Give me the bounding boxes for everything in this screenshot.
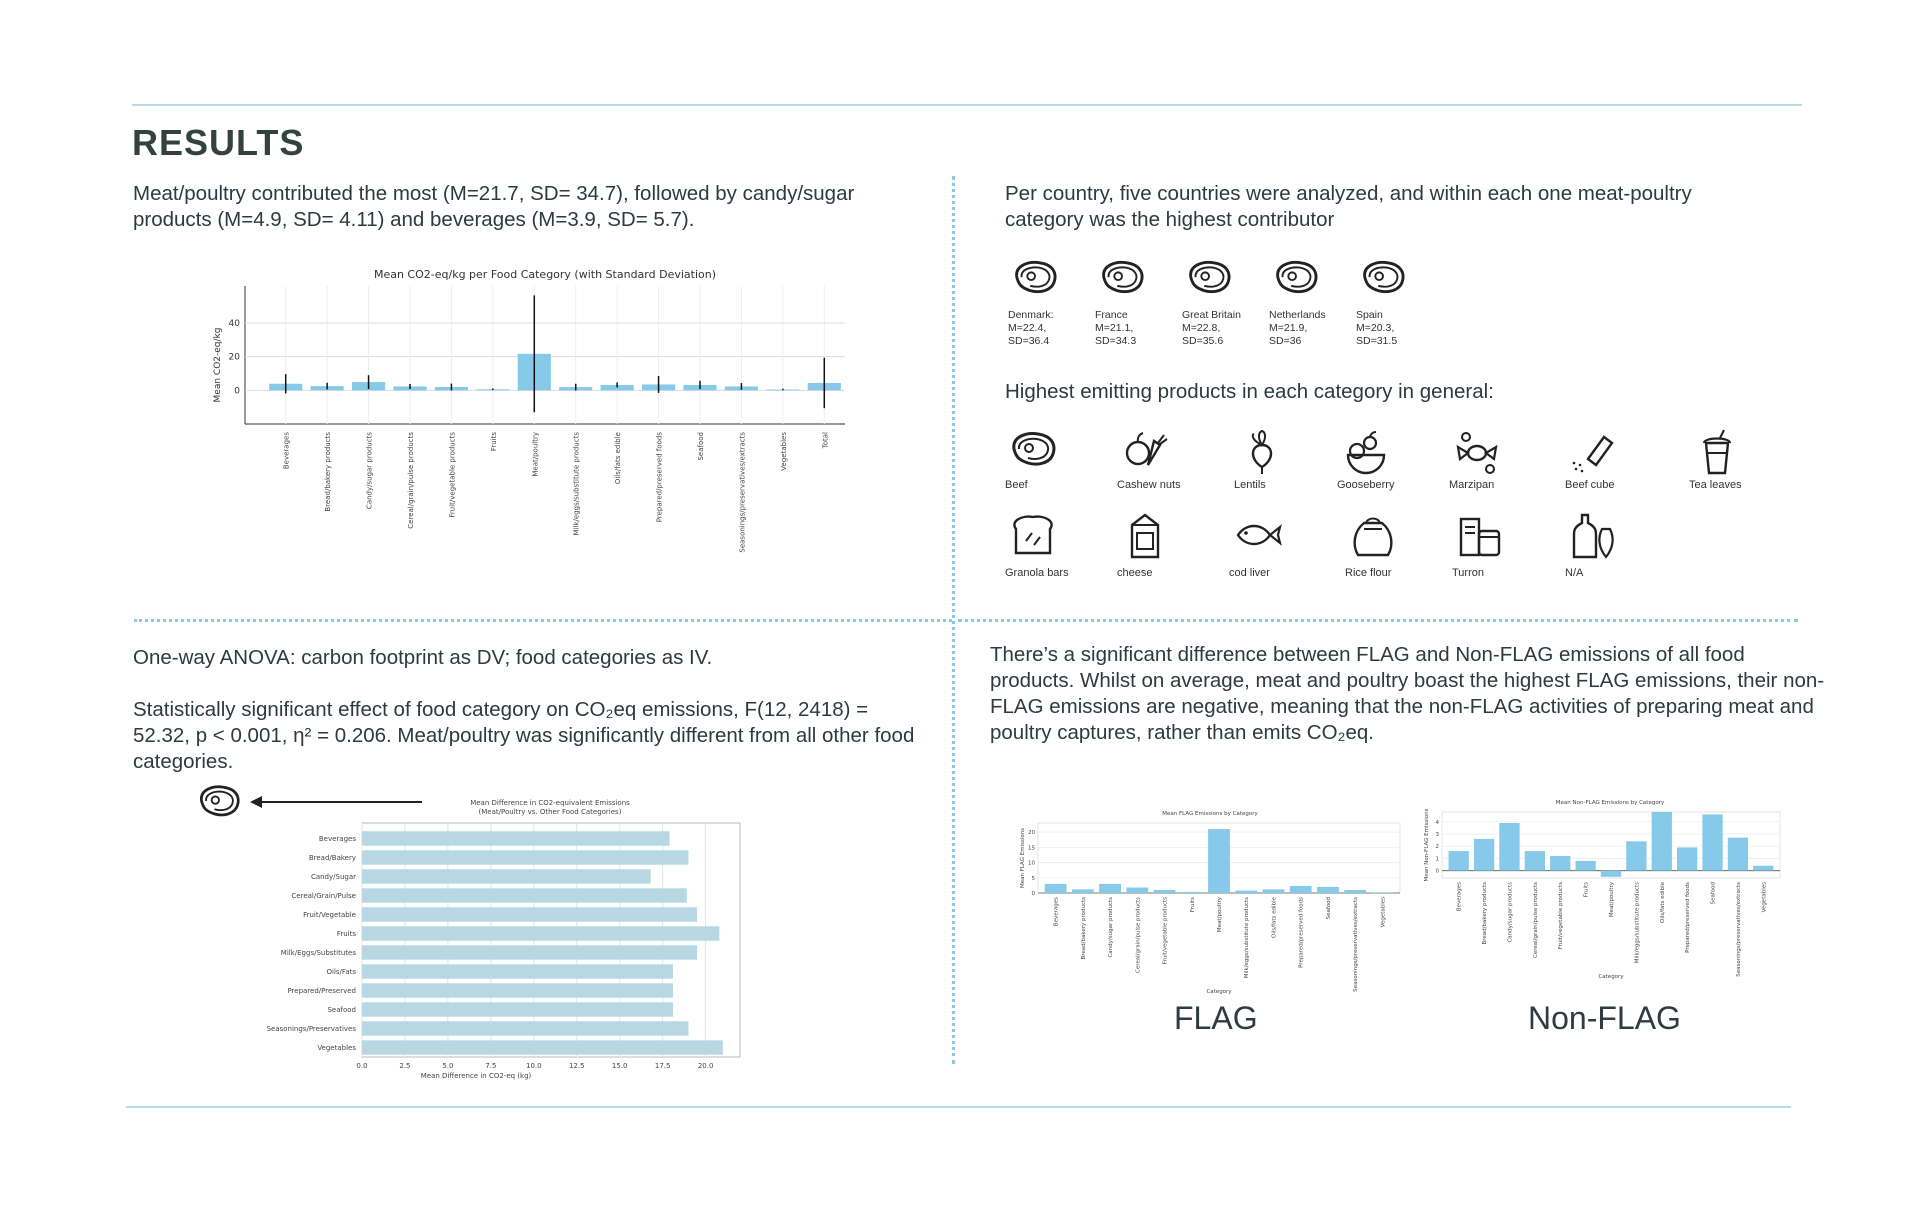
candy-icon — [1452, 428, 1502, 478]
x-tick-label: Seasonings/preservatives/extracts — [1735, 882, 1742, 977]
x-tick-label: Beverages — [1053, 897, 1060, 927]
x-tick-label: Vegetables — [1761, 882, 1768, 913]
y-tick-label: 2 — [1435, 844, 1439, 851]
chart-title: Mean CO2-eq/kg per Food Category (with Standard Deviation) — [373, 268, 717, 281]
fruits-icon — [1340, 428, 1390, 478]
fruit-vegetable-icon — [1120, 428, 1170, 478]
country-label: Denmark: M=22.4, SD=36.4 — [1008, 309, 1054, 347]
bottom-rule — [126, 1106, 1791, 1108]
product-label: N/A — [1565, 567, 1584, 579]
x-tick-label: Vegetables — [1380, 897, 1387, 928]
y-tick-label: 40 — [228, 319, 240, 330]
y-tick-label: Vegetables — [317, 1044, 356, 1052]
x-axis-label: Category — [1206, 989, 1232, 995]
beet-icon — [1237, 428, 1287, 478]
flour-sack-icon — [1348, 510, 1398, 560]
x-tick-label: Candy/sugar products — [1507, 882, 1514, 943]
x-tick-label: Seasonings/preservatives/extracts — [1353, 897, 1360, 992]
y-tick-label: Seasonings/Preservatives — [266, 1025, 356, 1033]
product-label: Beef cube — [1565, 479, 1615, 491]
vertical-divider — [952, 176, 955, 1064]
bar — [362, 907, 697, 921]
nonflag-label: Non-FLAG — [1528, 1000, 1681, 1036]
x-tick-label: Cereal/grain/pulse products — [1135, 897, 1142, 974]
x-axis-label: Category — [1598, 974, 1624, 980]
x-tick-label: Prepared/preserved foods — [1685, 882, 1692, 953]
y-tick-label: 0 — [234, 386, 240, 397]
country-label: France M=21.1, SD=34.3 — [1095, 309, 1137, 347]
product-label: cheese — [1117, 567, 1153, 579]
product-label: Marzipan — [1449, 479, 1495, 491]
y-tick-label: Bread/Bakery — [308, 854, 356, 862]
y-tick-label: 20 — [228, 352, 240, 363]
x-tick-label: Seafood — [1325, 897, 1332, 920]
x-tick-label: Cereal/grain/pulse products — [1532, 882, 1539, 959]
y-tick-label: 20 — [1028, 830, 1035, 837]
country-label: Netherlands M=21.9, SD=36 — [1269, 309, 1326, 347]
y-axis-label: Mean FLAG Emissions — [1020, 827, 1026, 889]
x-axis-label: Mean Difference in CO2-eq (kg) — [420, 1072, 532, 1080]
x-tick-label: Oils/fats edible — [614, 432, 623, 485]
product-label: Turron — [1452, 567, 1484, 579]
y-tick-label: Beverages — [318, 835, 356, 843]
x-tick-label: 10.0 — [526, 1062, 542, 1070]
bar — [362, 888, 687, 902]
x-tick-label: 12.5 — [568, 1062, 585, 1070]
steak-icon — [1095, 258, 1149, 304]
chart-title: Mean FLAG Emissions by Category — [1162, 811, 1258, 817]
x-tick-label: Fruits — [1189, 897, 1196, 913]
y-tick-label: 3 — [1435, 832, 1439, 838]
product-label: Tea leaves — [1689, 479, 1742, 491]
product-label: Cashew nuts — [1117, 479, 1181, 491]
product-label: Granola bars — [1005, 567, 1069, 579]
bar — [1317, 887, 1339, 893]
product-label: Beef — [1005, 479, 1028, 491]
x-tick-label: Vegetables — [779, 432, 788, 471]
steak-icon — [1182, 258, 1236, 304]
chart-subtitle: (Meat/Poultry vs. Other Food Categories) — [478, 808, 622, 816]
bar — [1045, 884, 1067, 893]
x-tick-label: Oils/fats edible — [1271, 897, 1278, 938]
x-tick-label: Fruit/vegetable products — [1162, 897, 1169, 965]
bar — [1499, 823, 1519, 871]
meat-steak-icon-bottom — [196, 782, 242, 820]
bar — [1474, 839, 1494, 871]
x-tick-label: Oils/fats edible — [1659, 882, 1666, 923]
bar — [362, 1021, 688, 1035]
bar — [362, 926, 719, 940]
x-tick-label: Prepared/preserved foods — [655, 431, 664, 523]
y-tick-label: 0 — [1435, 868, 1439, 875]
x-tick-label: Meat/poultry — [531, 432, 540, 477]
bar — [362, 869, 651, 883]
bar — [362, 1002, 673, 1016]
x-tick-label: Meat/poultry — [1217, 897, 1223, 933]
bar — [1072, 889, 1094, 893]
bar — [362, 850, 688, 864]
y-tick-label: Cereal/Grain/Pulse — [291, 892, 356, 900]
y-tick-label: Fruit/Vegetable — [303, 911, 356, 919]
middle-divider-right — [958, 619, 1798, 622]
meat-summary-text: Meat/poultry contributed the most (M=21.7, SD= 34.7), followed by candy/sugar products (M=4.9, SD= 4.11) and beverages (M=3.9, SD= 5.7). — [133, 182, 855, 231]
product-label: Lentils — [1234, 479, 1266, 491]
bar — [1550, 856, 1570, 871]
bar — [1154, 890, 1176, 893]
bar — [1290, 886, 1312, 893]
y-tick-label: 15 — [1028, 845, 1035, 852]
x-tick-label: Seasonings/preservatives/extracts — [738, 432, 747, 553]
bar — [1753, 866, 1773, 871]
anova-result-text: Statistically significant effect of food category on CO₂eq emissions, F(12, 2418) = 52.32, p < 0.001, η² = 0.206. Meat/poultry was significantly different from all other food categories. — [133, 698, 915, 773]
x-tick-label: Fruits — [1583, 882, 1590, 898]
bar — [362, 831, 670, 845]
x-tick-label: 0.0 — [356, 1062, 368, 1070]
anova-design-text: One-way ANOVA: carbon footprint as DV; food categories as IV. — [133, 646, 713, 669]
bar — [362, 1040, 723, 1054]
x-tick-label: Beverages — [1456, 882, 1463, 912]
y-axis-label: Mean Non-FLAG Emissions — [1424, 808, 1430, 882]
country-label: Spain M=20.3, SD=31.5 — [1356, 309, 1398, 347]
x-tick-label: 17.5 — [654, 1062, 671, 1070]
bar — [1344, 890, 1366, 893]
y-tick-label: Oils/Fats — [326, 968, 356, 976]
bar — [1626, 841, 1646, 870]
y-tick-label: Prepared/Preserved — [287, 987, 356, 995]
bread-icon — [1008, 510, 1058, 560]
steak-icon — [1269, 258, 1323, 304]
y-axis-label: Mean CO2-eq/kg — [213, 327, 223, 403]
bar — [1371, 892, 1393, 893]
y-tick-label: 10 — [1028, 860, 1035, 867]
x-tick-label: Seafood — [697, 432, 705, 461]
x-tick-label: 15.0 — [611, 1062, 628, 1070]
y-tick-label: 5 — [1031, 875, 1035, 882]
product-label: Gooseberry — [1337, 479, 1395, 491]
y-tick-label: Seafood — [327, 1006, 356, 1014]
steak-icon — [1008, 258, 1062, 304]
x-tick-label: Bread/bakery products — [1482, 882, 1489, 945]
x-tick-label: Candy/sugar products — [1108, 897, 1115, 958]
bar — [362, 945, 697, 959]
x-tick-label: Prepared/preserved foods — [1298, 897, 1305, 968]
steak-icon — [1008, 428, 1058, 478]
chart-title: Mean Difference in CO2-equivalent Emissions — [470, 799, 630, 807]
x-tick-label: 7.5 — [485, 1062, 497, 1070]
bar — [1208, 829, 1230, 893]
country-label: Great Britain M=22.8, SD=35.6 — [1182, 309, 1241, 347]
y-tick-label: Candy/Sugar — [310, 873, 356, 881]
y-tick-label: 4 — [1435, 819, 1439, 826]
x-tick-label: Fruits — [489, 432, 498, 452]
mean-co2-chart — [205, 266, 855, 586]
milk-carton-icon — [1120, 510, 1170, 560]
bar — [362, 964, 673, 978]
y-tick-label: Milk/Eggs/Substitutes — [280, 949, 356, 957]
bar — [1652, 812, 1672, 871]
bar — [1728, 838, 1748, 871]
flag-label: FLAG — [1174, 1000, 1258, 1036]
x-tick-label: 20.0 — [697, 1062, 714, 1070]
salt-shaker-icon — [1568, 428, 1618, 478]
preserved-food-icon — [1455, 510, 1505, 560]
flag-chart — [1010, 805, 1410, 995]
x-tick-label: Bread/bakery products — [1080, 897, 1087, 960]
fish-icon — [1232, 510, 1282, 560]
y-tick-label: 1 — [1435, 856, 1439, 863]
x-tick-label: Fruit/vegetable products — [448, 432, 457, 518]
y-tick-label: Fruits — [336, 930, 356, 938]
x-tick-label: Cereal/grain/pulse products — [407, 432, 415, 529]
x-tick-label: Milk/eggs/substitute products — [572, 432, 581, 536]
bar — [1263, 889, 1285, 893]
x-tick-label: Fruit/vegetable products — [1558, 882, 1565, 950]
middle-divider-left — [134, 619, 952, 622]
top-rule — [132, 104, 1802, 106]
bar — [1677, 847, 1697, 870]
x-tick-label: 5.0 — [442, 1062, 454, 1070]
steak-icon — [1356, 258, 1410, 304]
x-tick-label: Seafood — [1710, 882, 1717, 905]
mean-difference-chart — [250, 795, 750, 1085]
drink-cup-icon — [1692, 428, 1742, 478]
nonflag-chart — [1420, 796, 1790, 986]
bar — [362, 983, 673, 997]
x-tick-label: Bread/bakery products — [324, 432, 333, 512]
country-summary-text: Per country, five countries were analyzed, and within each one meat-poultry category was the highest contributor — [1005, 182, 1692, 231]
bar — [1525, 851, 1545, 871]
y-tick-label: 0 — [1031, 891, 1035, 897]
page-title: RESULTS — [132, 122, 305, 163]
chart-title: Mean Non-FLAG Emissions by Category — [1555, 800, 1665, 806]
x-tick-label: Total — [821, 432, 830, 449]
products-heading: Highest emitting products in each category in general: — [1005, 380, 1494, 403]
oil-bottles-icon — [1568, 510, 1618, 560]
bar — [1126, 888, 1148, 893]
bar — [1702, 814, 1722, 870]
x-tick-label: 2.5 — [399, 1062, 411, 1070]
product-label: Rice flour — [1345, 567, 1392, 579]
x-tick-label: Milk/eggs/substitute products — [1634, 882, 1641, 964]
x-tick-label: Beverages — [282, 432, 291, 470]
product-label: cod liver — [1229, 567, 1270, 579]
bar — [1449, 851, 1469, 871]
x-tick-label: Milk/eggs/substitute products — [1244, 897, 1251, 979]
x-tick-label: Meat/poultry — [1609, 882, 1615, 918]
bar — [1601, 871, 1621, 877]
bar — [1235, 891, 1257, 893]
bar — [1575, 861, 1595, 871]
x-tick-label: Candy/sugar products — [365, 432, 374, 510]
bar — [1099, 884, 1121, 893]
flag-summary-text: There’s a significant difference between FLAG and Non-FLAG emissions of all food products. Whilst on average, meat and poultry boast the highest FLAG emissions, their non-FLAG emissions are negative, meaning that the non-FLAG activities of preparing meat and poultry captures, rather than emits CO₂eq. — [990, 643, 1825, 744]
bar — [1181, 892, 1203, 893]
